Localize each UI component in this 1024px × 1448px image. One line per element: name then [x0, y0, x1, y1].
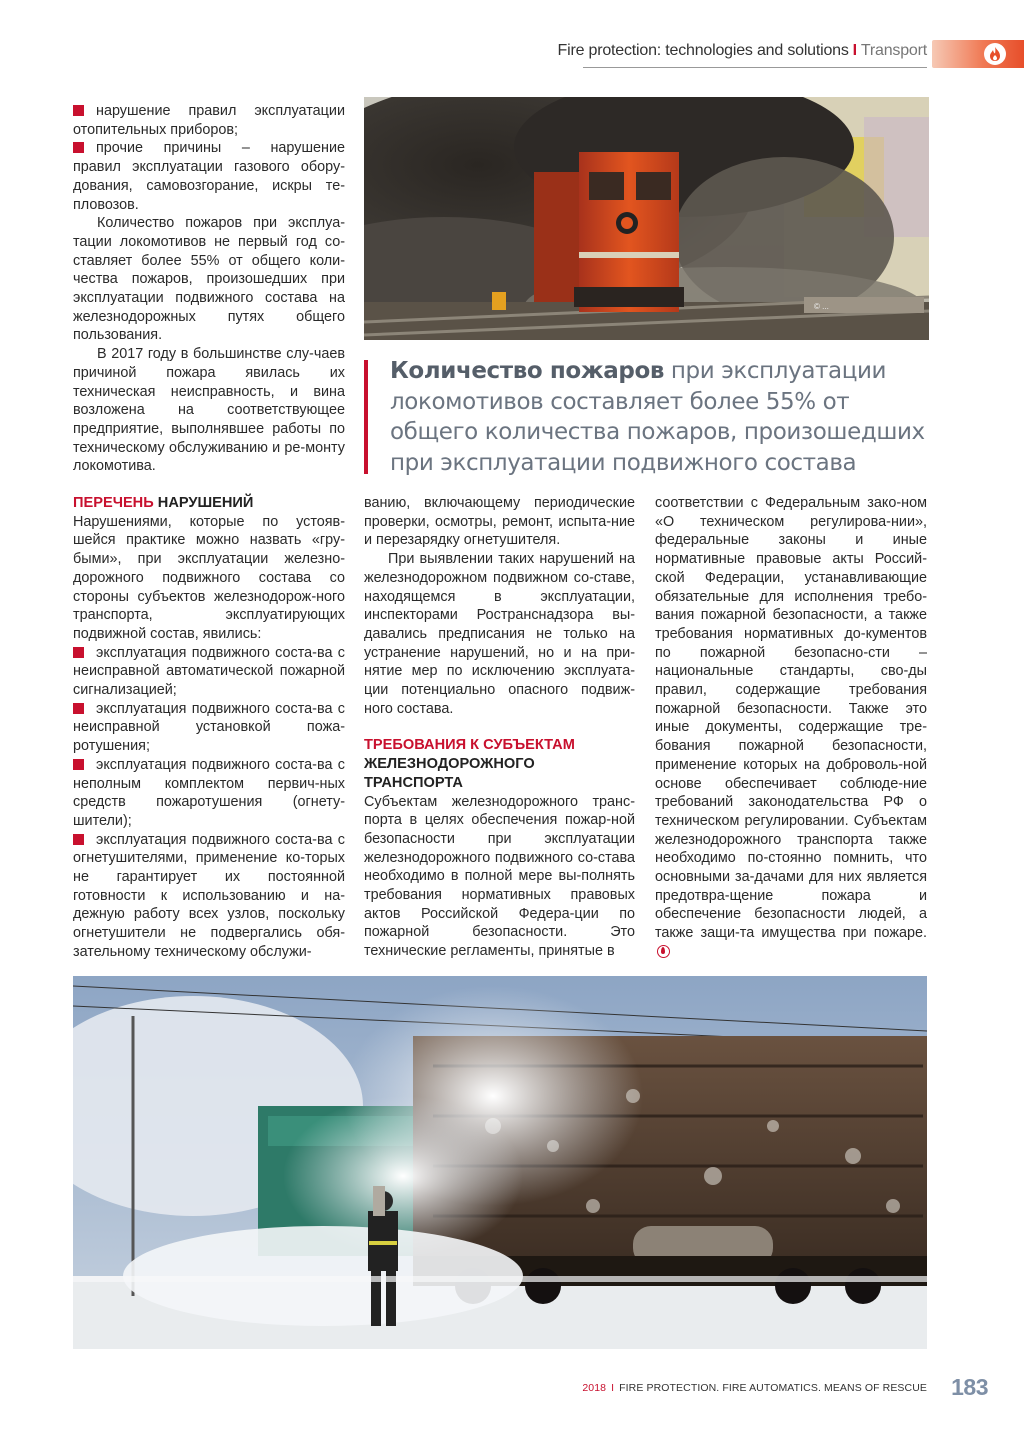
- right-column: [655, 494, 927, 962]
- bullet-item: эксплуатация подвижного соста-ва с неисправной установкой пожа-ротушения;: [73, 700, 345, 755]
- section-heading-violations: ПЕРЕЧЕНЬ НАРУШЕНИЙ: [73, 495, 254, 511]
- bullet-square-icon: [73, 142, 84, 153]
- paragraph: ванию, включающему периодические проверки, осмотры, ремонт, испыта-ние и перезарядку огнетушителя.: [364, 495, 635, 549]
- section-heading-requirements: ТРЕБОВАНИЯ К СУБЪЕКТАМ ЖЕЛЕЗНОДОРОЖНОГО ТРАНСПОРТА: [364, 737, 575, 791]
- paragraph: При выявлении таких нарушений на железнодорожном подвижном со-ставе, находящемся в эксплуатации, инспекторами Ространснадзора вы-давались предписания не только на устранение нарушений, но и на при-нятие мер по исключению эксплуата-ции потенциально опасного подвиж-ного состава.: [364, 551, 635, 717]
- bullet-square-icon: [73, 834, 84, 845]
- header-tab: [932, 40, 1024, 68]
- header-rule: [583, 67, 927, 68]
- left-column-bottom: [73, 494, 345, 962]
- photo-watermark: © ...: [814, 302, 829, 311]
- flame-logo-icon: [984, 43, 1006, 65]
- middle-column: [364, 494, 635, 961]
- pull-quote-bar: [364, 360, 368, 474]
- bullet-item: эксплуатация подвижного соста-ва с неисправной автоматической пожарной сигнализацией;: [73, 644, 345, 699]
- bullet-item: эксплуатация подвижного соста-ва с неполным комплектом первич-ных средств пожаротушения (огнету-шители);: [73, 756, 345, 829]
- page-footer: [0, 1372, 1024, 1402]
- bullet-square-icon: [73, 647, 84, 658]
- header-section: Transport: [860, 42, 927, 59]
- page-number: 183: [951, 1374, 988, 1400]
- photo-extinguished-locomotive: [73, 976, 927, 1349]
- footer-journal-line: [582, 1382, 927, 1394]
- paragraph: Нарушениями, которые по устояв-шейся практике можно назвать «гру-быми», при эксплуатации железно-дорожного подвижного состава со стороны субъектов железнодорож-ного транспорта, эксплуатирующих подвижной состав, явились:: [73, 513, 345, 642]
- header-title: Fire protection: technologies and solutions: [557, 42, 849, 59]
- left-column-top: [73, 102, 345, 476]
- end-of-article-icon: [657, 945, 670, 958]
- page-header: [0, 40, 1024, 70]
- footer-separator: I: [611, 1382, 615, 1394]
- bullet-square-icon: [73, 703, 84, 714]
- bullet-item: прочие причины – нарушение правил эксплуатации газового обору-дования, самовозгорание, искры те-пловозов.: [73, 140, 345, 213]
- header-separator: I: [852, 42, 857, 59]
- photo-burning-locomotive: [364, 97, 929, 340]
- pull-quote: [364, 356, 934, 478]
- bullet-square-icon: [73, 105, 84, 116]
- pull-quote-text: Количество пожаров при эксплуатации локомотивов составляет более 55% от общего количества пожаров, произошедших при эксплуатации подвижного состава: [390, 358, 925, 476]
- paragraph: соответствии с Федеральным зако-ном «О техническом регулирова-нии», федеральные законы и иные нормативные правовые акты Россий-ской Федерации, устанавливающие обязательные для исполнения требо-вания пожарной безопасности, а также требования нормативных до-кументов по пожарной безопасно-сти – национальные стандарты, сво-ды правил, содержащие требования пожарной безопасности. Также это иные документы, содержащие тре-бования пожарной безопасности, применение которых на доброволь-ной основе обеспечивает соблюде-ние требований законодательства РФ о техническом регулировании. Субъектам железнодорожного транспорта также необходимо по-стоянно помнить, что основными за-дачами для них является предотвра-щение пожара и обеспечение безопасности людей, а также защи-та имущества при пожаре.: [655, 494, 927, 962]
- bullet-item: эксплуатация подвижного соста-ва с огнетушителями, применение ко-торых не гарантирует их постоянной готовности к использованию и на-дежную работу всех узлов, поскольку огнетушители не подвергались обя-зательному техническому обслужи-: [73, 831, 345, 960]
- running-header: [558, 42, 927, 60]
- paragraph: Количество пожаров при эксплуа-тации локомотивов не первый год со-ставляет более 55% от общего коли-чества пожаров, произошедших при эксплуатации подвижного состава на железнодорожных путях общего пользования.: [73, 215, 345, 344]
- footer-year: 2018: [582, 1382, 607, 1394]
- paragraph: Субъектам железнодорожного транс-порта в целях обеспечения пожар-ной безопасности при эксплуатации железнодорожного подвижного со-става необходимо в полной мере вы-полнять требования нормативных правовых актов Российской Федера-ции по пожарной безопасности. Это технические регламенты, принятые в: [364, 793, 635, 960]
- bullet-item: нарушение правил эксплуатации отопительных приборов;: [73, 103, 345, 138]
- paragraph: В 2017 году в большинстве слу-чаев причиной пожара явилась их техническая неисправность, и вина возложена на соответствующее предприятие, выполнявшее работы по техническому обслуживанию и ре-монту локомотива.: [73, 346, 345, 475]
- bullet-square-icon: [73, 759, 84, 770]
- footer-journal: FIRE PROTECTION. FIRE AUTOMATICS. MEANS OF RESCUE: [619, 1382, 927, 1394]
